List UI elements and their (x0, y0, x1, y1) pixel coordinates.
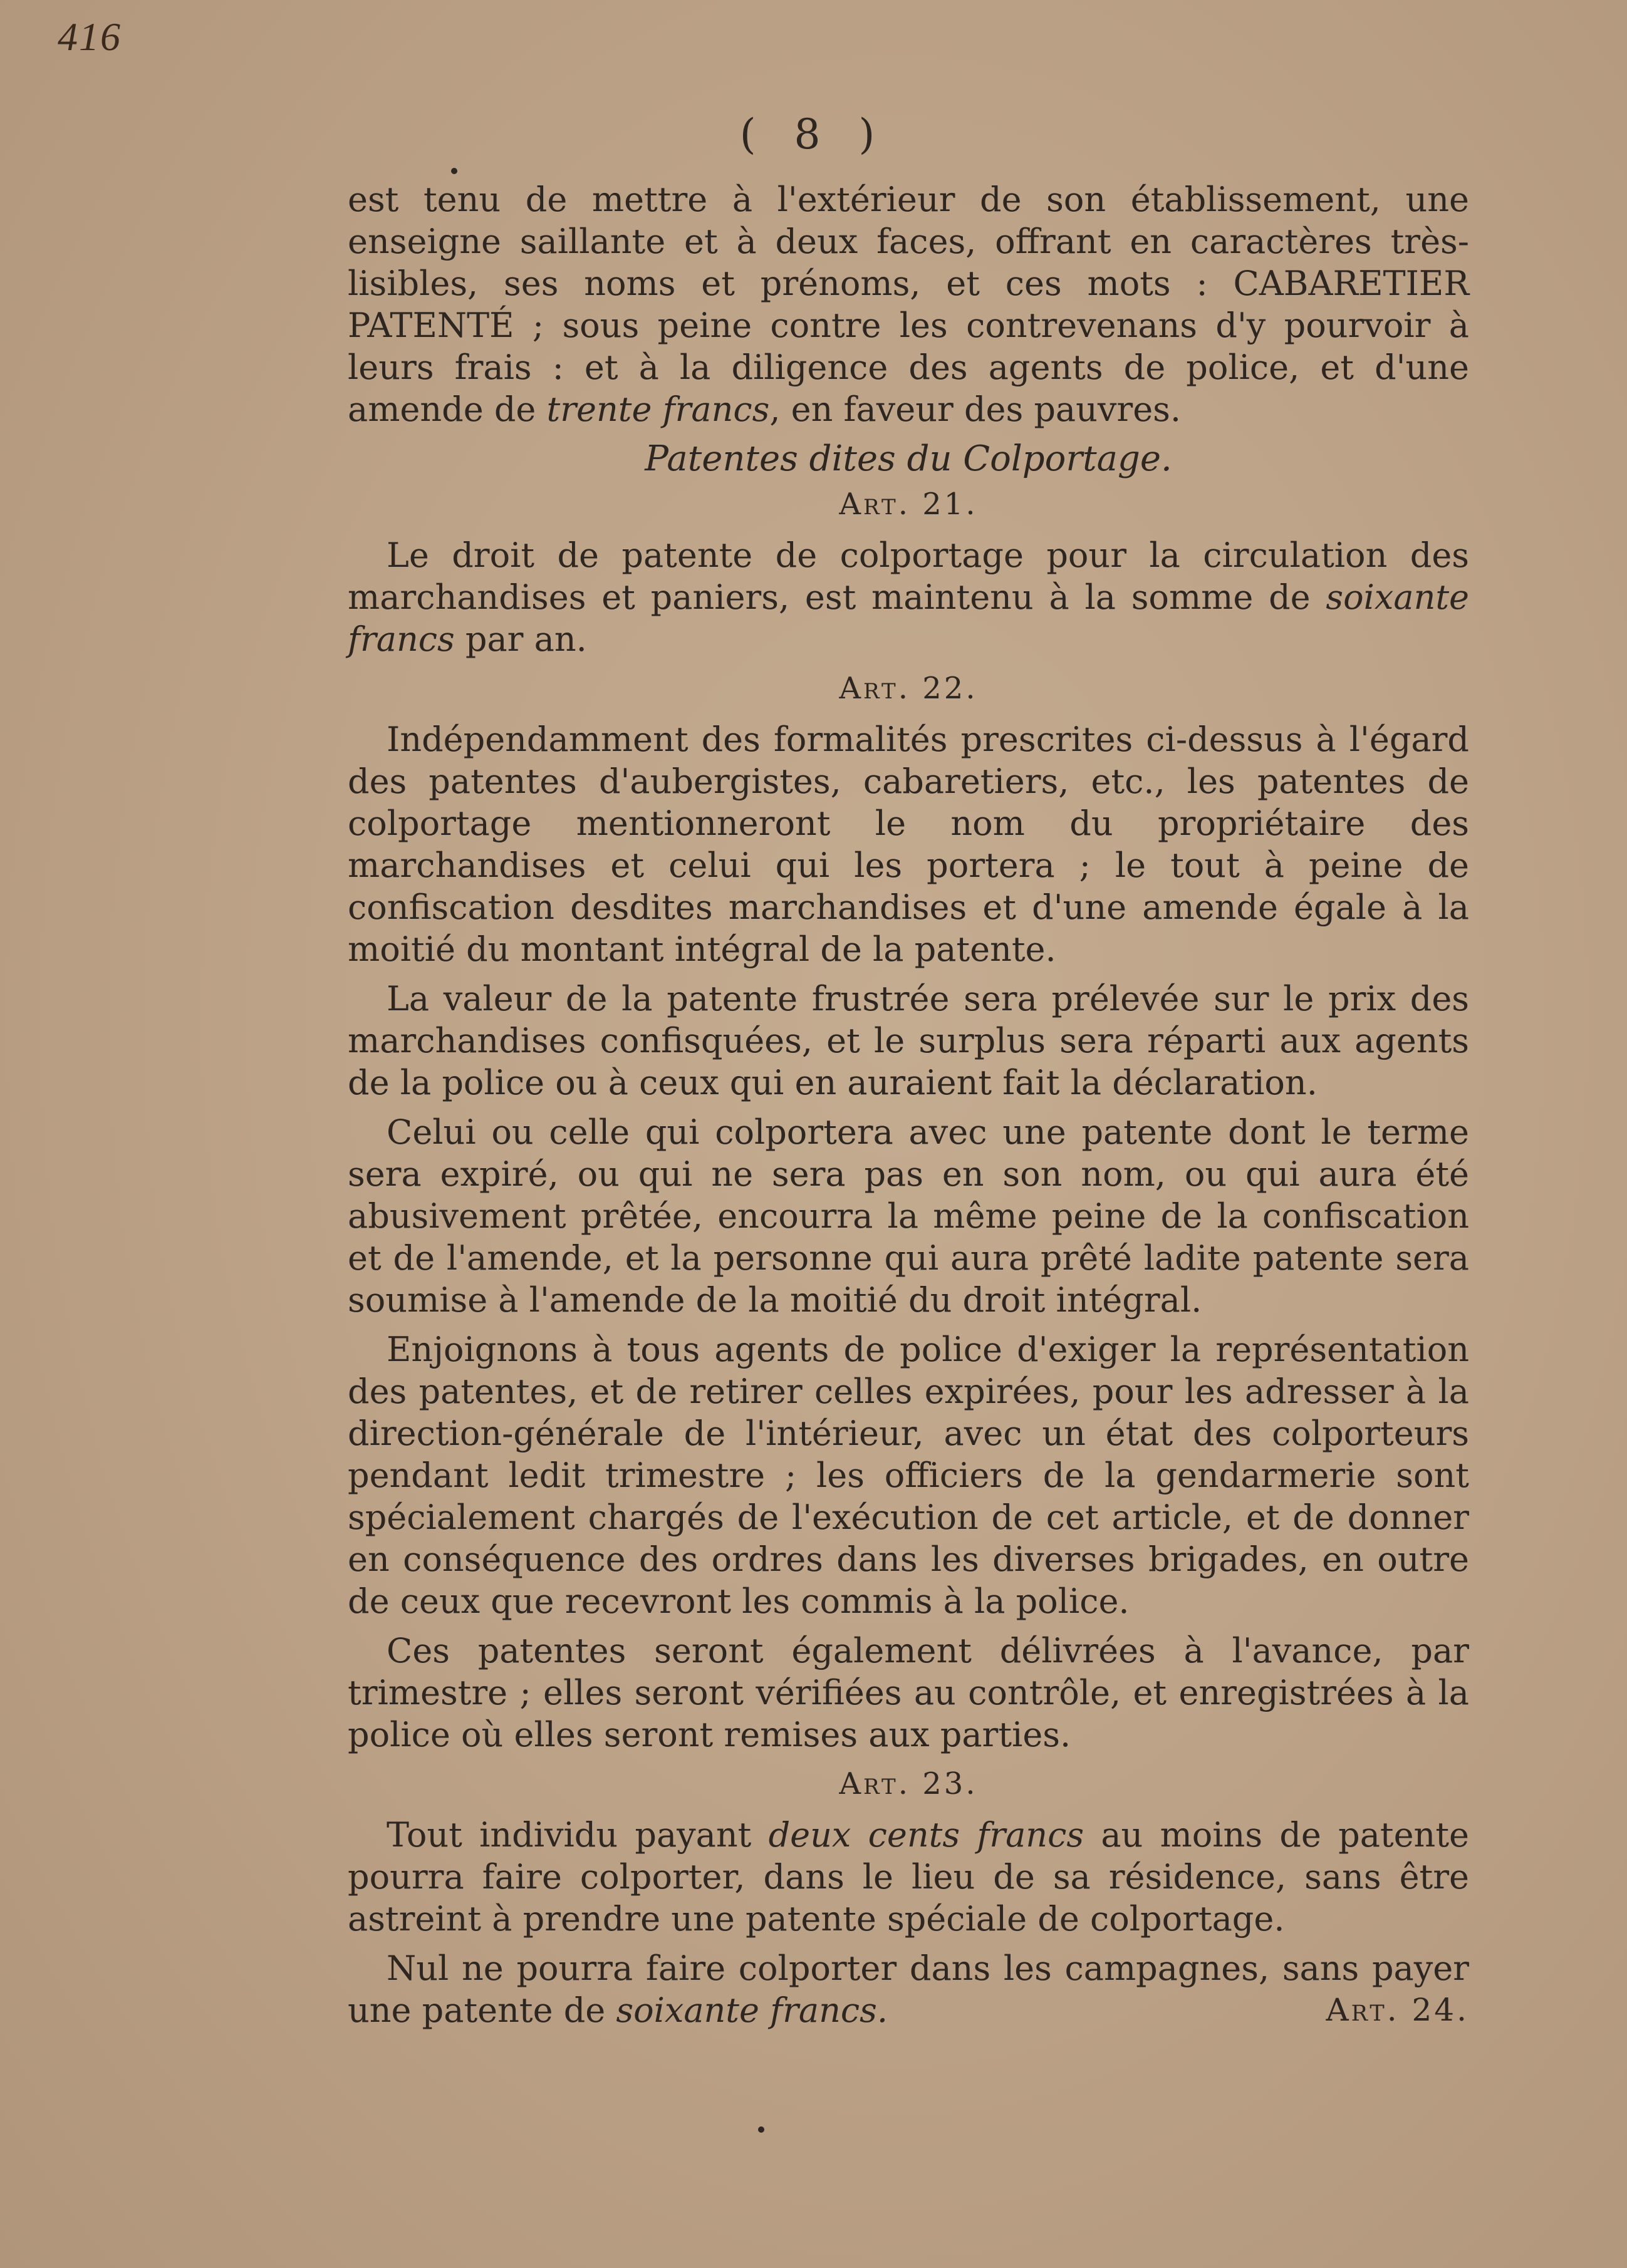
catchword: Art. 24. (1326, 1992, 1469, 2028)
ink-speck (758, 2126, 764, 2133)
italic-amount: soixante francs (348, 577, 1469, 659)
article-23-heading: Art. 23. (839, 1766, 978, 1801)
italic-amount: soixante francs. (616, 1991, 888, 2030)
text-run: par an. (454, 619, 587, 659)
article-22-paragraph-5: Ces patentes seront également délivrées à l'avance, par trimestre ; elles seront vérifiées au contrôle, et enregistrées à la police où elles seront remises aux parties. (348, 1631, 1469, 1754)
article-22-paragraph-2: La valeur de la patente frustrée sera prélevée sur le prix des marchandises confisquées, et le surplus sera réparti aux agents de la police ou à ceux qui en auraient fait la déclaration. (348, 979, 1469, 1102)
continued-paragraph (348, 179, 1469, 430)
italic-amount: deux cents francs (768, 1815, 1084, 1855)
article-21-paragraph (348, 534, 1469, 660)
article-22-paragraph-3: Celui ou celle qui colportera avec une patente dont le terme sera expiré, ou qui ne sera pas en son nom, ou qui aura été abusivement prêtée, encourra la même peine de la confiscation et de l'amende, et la personne qui aura prêté ladite patente sera soumise à l'amende de la moitié du droit intégral. (348, 1112, 1469, 1320)
article-23-paragraph-2 (348, 1947, 1469, 2031)
margin-annotation: 416 (58, 14, 122, 59)
section-title: Patentes dites du Colportage. (645, 438, 1172, 479)
text-run: Nul ne pourra faire colporter dans les campagnes, sans payer une patente de (348, 1949, 1469, 2030)
ink-speck (451, 168, 457, 174)
article-22-paragraph-4: Enjoignons à tous agents de police d'exiger la représentation des patentes, et de retirer celles expirées, pour les adresser à la direction-générale de l'intérieur, avec un état des colporteurs pendant ledit trimestre ; les officiers de la gendarmerie sont spécialement chargés de l'exécution de cet article, et de donner en conséquence des ordres dans les diverses brigades, en outre de ceux que recevront les commis à la police. (348, 1330, 1469, 1621)
page-number: ( 8 ) (739, 110, 888, 158)
article-22-heading: Art. 22. (839, 671, 978, 706)
text-run: , en faveur des pauvres. (769, 390, 1182, 429)
article-22-paragraph-1: Indépendamment des formalités prescrites ci-dessus à l'égard des patentes d'aubergistes, cabaretiers, etc., les patentes de colportage mentionneront le nom du propriétaire des marchandises et celui qui les portera ; le tout à peine de confiscation desdites marchandises et d'une amende égale à la moitié du montant intégral de la patente. (348, 720, 1469, 969)
article-23-paragraph-1 (348, 1814, 1469, 1940)
italic-amount: trente francs (546, 390, 770, 429)
text-run: Le droit de patente de colportage pour la circulation des marchandises et paniers, est maintenu à la somme de (348, 536, 1469, 617)
body-text (348, 179, 1469, 2039)
text-run: Tout individu payant (387, 1815, 769, 1855)
text-run: est tenu de mettre à l'extérieur de son établissement, une enseigne saillante et à deux faces, offrant en caractères très-lisibles, ses noms et prénoms, et ces mots : CABARETIER PATENTÉ ; sous peine contre les contrevenans d'y pourvoir à leurs frais : et à la diligence des agents de police, et d'une amende de (348, 180, 1469, 429)
article-21-heading: Art. 21. (839, 487, 978, 522)
text-run: au moins de patente pourra faire colporter, dans le lieu de sa résidence, sans être astreint à prendre une patente spéciale de colportage. (348, 1815, 1469, 1939)
